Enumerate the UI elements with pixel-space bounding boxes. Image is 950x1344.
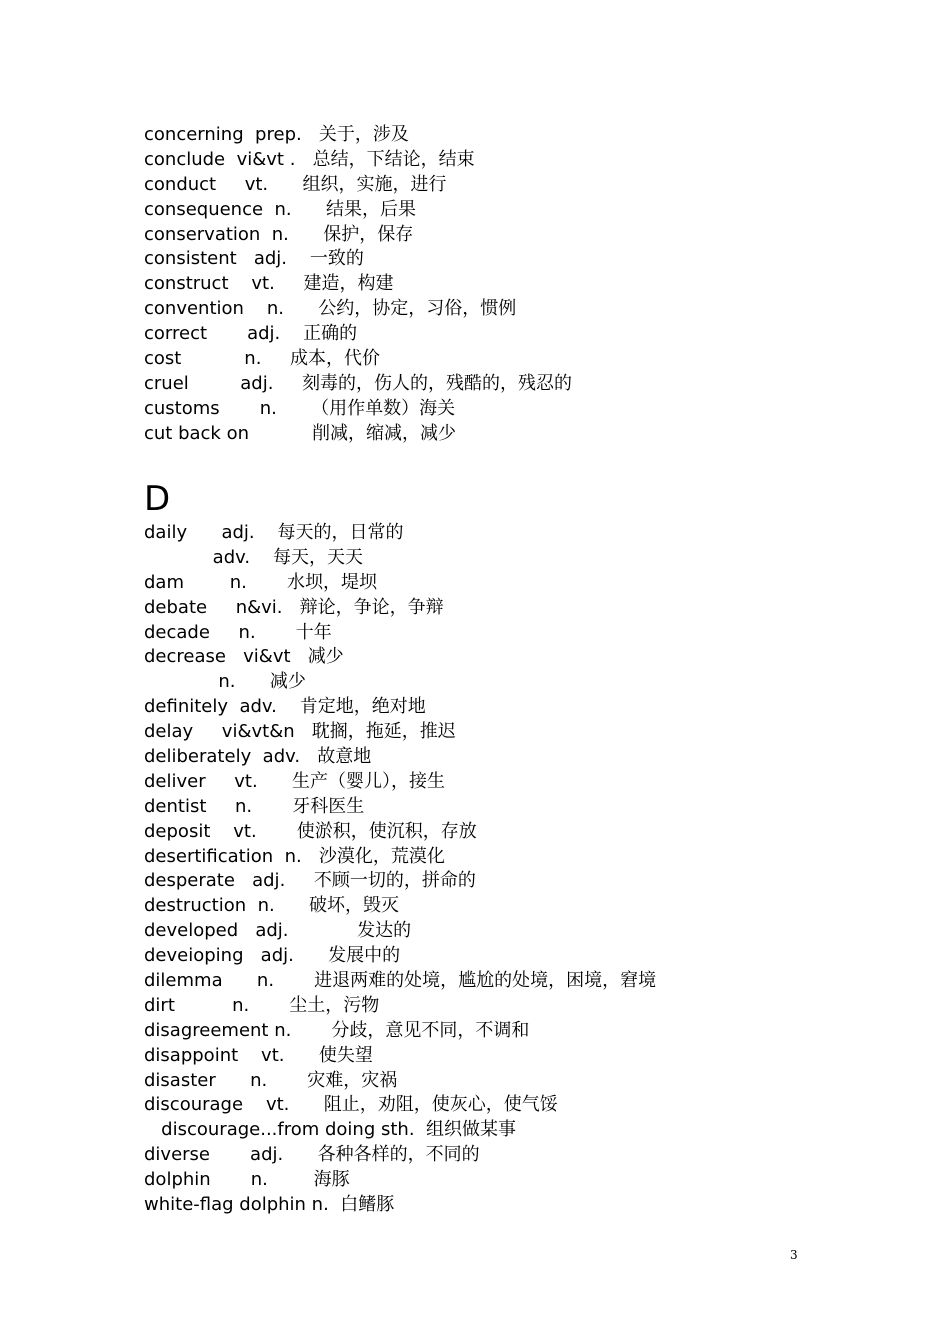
entry-consequence: consequence n. 结果，后果 — [144, 198, 416, 220]
entry-correct: correct adj. 正确的 — [144, 323, 358, 345]
entry-dilemma: dilemma n. 进退两难的处境，尴尬的处境，困境，窘境 — [144, 970, 657, 992]
entry-dirt: dirt n. 尘土，污物 — [144, 994, 380, 1016]
entry-construct: construct vt. 建造，构建 — [144, 273, 394, 295]
section-d-heading: D — [144, 479, 171, 519]
entry-daily: daily adj. 每天的，日常的 — [144, 522, 404, 543]
entry-consistent: consistent adj. 一致的 — [144, 248, 364, 270]
entry-developed: developed adj. 发达的 — [144, 920, 412, 942]
page-number: 3 — [790, 1248, 798, 1262]
entry-disaster: disaster n. 灾难，灾祸 — [144, 1069, 398, 1091]
entry-conclude: conclude vi&vt . 总结，下结论，结束 — [144, 148, 475, 170]
entry-deposit: deposit vt. 使淤积，使沉积，存放 — [144, 820, 477, 842]
entry-dentist: dentist n. 牙科医生 — [144, 795, 365, 817]
section-d-entries — [144, 521, 844, 1218]
entry-cruel: cruel adj. 刻毒的，伤人的，残酷的，残忍的 — [144, 372, 573, 394]
entry-concerning: concerning prep. 关于，涉及 — [144, 124, 409, 145]
entry-disagreement: disagreement n. 分歧，意见不同，不调和 — [144, 1019, 530, 1041]
entry-desperate: desperate adj. 不顾一切的，拼命的 — [144, 870, 476, 892]
entry-cost: cost n. 成本，代价 — [144, 348, 381, 370]
entry-convention: convention n. 公约，协定，习俗，惯例 — [144, 298, 517, 320]
entry-conduct: conduct vt. 组织，实施，进行 — [144, 173, 447, 195]
entry-delay: delay vi&vt&n 耽搁，拖延，推迟 — [144, 721, 456, 743]
entry-decade: decade n. 十年 — [144, 621, 332, 643]
entry-deliberately: deliberately adv. 故意地 — [144, 746, 372, 768]
entry-dam: dam n. 水坝，堤坝 — [144, 571, 377, 593]
entry-deveioping: deveioping adj. 发展中的 — [144, 945, 401, 967]
entry-dolphin: dolphin n. 海豚 — [144, 1169, 350, 1191]
entry-desertification: desertification n. 沙漠化，荒漠化 — [144, 845, 445, 867]
entry-discourage-phrase: discourage...from doing sth. 组织做某事 — [144, 1119, 516, 1141]
entry-discourage: discourage vt. 阻止，劝阻，使灰心，使气馁 — [144, 1094, 558, 1116]
entry-cut-back-on: cut back on 削减，缩减，减少 — [144, 422, 456, 444]
entry-white-flag-dolphin: white-flag dolphin n. 白鳍豚 — [144, 1194, 395, 1216]
entry-customs: customs n. （用作单数）海关 — [144, 397, 456, 419]
entry-deliver: deliver vt. 生产（婴儿），接生 — [144, 770, 445, 792]
entry-daily-adv: adv. 每天，天天 — [144, 546, 363, 568]
entry-destruction: destruction n. 破坏，毁灭 — [144, 895, 400, 917]
entry-conservation: conservation n. 保护，保存 — [144, 223, 414, 245]
entry-debate: debate n&vi. 辩论，争论，争辩 — [144, 596, 444, 618]
section-c-entries — [144, 123, 844, 447]
entry-diverse: diverse adj. 各种各样的，不同的 — [144, 1144, 480, 1166]
entry-decrease-n: n. 减少 — [144, 671, 306, 693]
entry-decrease: decrease vi&vt 减少 — [144, 646, 344, 668]
entry-disappoint: disappoint vt. 使失望 — [144, 1044, 373, 1066]
entry-definitely: definitely adv. 肯定地，绝对地 — [144, 696, 426, 718]
